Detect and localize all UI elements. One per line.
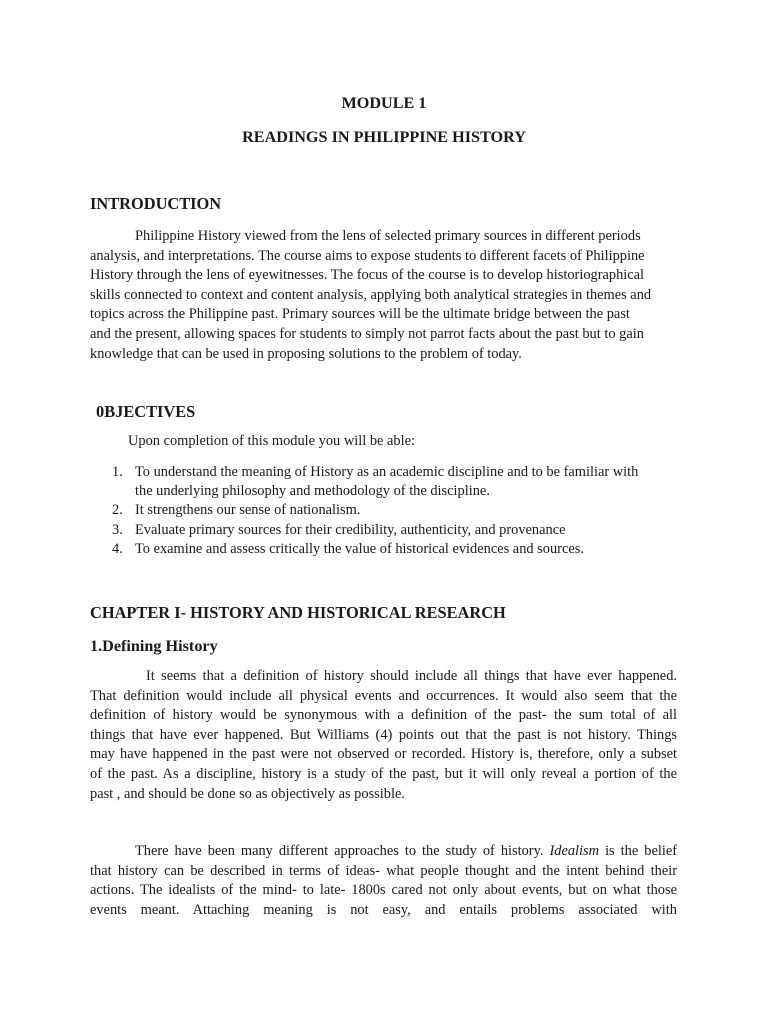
introduction-paragraph [90,227,677,364]
paragraph-line: actions. The idealists of the mind- to late- 1800s cared not only about events, but on what those [90,882,677,899]
paragraph-line: events meant. Attaching meaning is not easy, and entails problems associated with [90,901,677,918]
paragraph-line: definition of history would be synonymous with a definition of the past- the sum total of all [90,707,677,724]
paragraph-line: analysis, and interpretations. The course aims to expose students to different facets of Philippine [90,247,645,264]
introduction-heading: INTRODUCTION [90,194,222,213]
list-item-number: 3. [112,521,123,538]
module-title: READINGS IN PHILIPPINE HISTORY [242,128,526,146]
list-item [90,501,680,520]
list-item-number: 4. [112,540,123,557]
list-item-text: To understand the meaning of History as an academic discipline and to be familiar with [135,464,639,480]
paragraph-line: knowledge that can be used in proposing solutions to the problem of today. [90,345,522,362]
paragraph-text: There have been many different approaches to the study of history. [135,843,544,859]
objectives-intro: Upon completion of this module you will be able: [128,433,415,449]
paragraph-line [90,842,677,862]
paragraph-line: Philippine History viewed from the lens of selected primary sources in different periods [135,228,641,244]
list-item [90,521,680,540]
paragraph-line: That definition would include all physical events and occurrences. It would also seem that the [90,687,677,704]
paragraph-line: and the present, allowing spaces for students to simply not parrot facts about the past but to gain [90,325,644,342]
objectives-list [90,463,680,559]
list-item-number: 1. [112,464,123,480]
paragraph-line: of the past. As a discipline, history is a study of the past, but it will only reveal a portion of the [90,765,677,782]
list-item [90,463,680,501]
module-number: MODULE 1 [341,94,427,112]
paragraph-line: topics across the Philippine past. Primary sources will be the ultimate bridge between the past [90,306,630,323]
section-heading: 1.Defining History [90,637,218,655]
list-item-text: the underlying philosophy and methodology of the discipline. [135,483,490,500]
objectives-heading: 0BJECTIVES [96,402,196,421]
chapter-heading: CHAPTER I- HISTORY AND HISTORICAL RESEARCH [90,603,506,622]
paragraph-text: is the belief [605,843,678,859]
list-item-text: It strengthens our sense of nationalism. [135,502,361,519]
paragraph-line: things that have ever happened. But Williams (4) points out that the past is not history. Things [90,726,677,743]
idealism-term: Idealism [549,843,600,859]
defining-history-paragraph [90,667,677,804]
list-item-text: Evaluate primary sources for their credibility, authenticity, and provenance [135,521,566,538]
paragraph-line: past , and should be done so as objectively as possible. [90,785,405,802]
approaches-paragraph [90,842,677,920]
paragraph-line: may have happened in the past were not observed or recorded. History is, therefore, only a subset [90,746,677,763]
paragraph-line: It seems that a definition of history should include all things that have ever happened. [146,668,677,684]
list-item [90,540,680,559]
paragraph-line: skills connected to context and content analysis, applying both analytical strategies in themes and [90,286,652,303]
paragraph-line: that history can be described in terms of ideas- what people thought and the intent behind their [90,862,677,879]
list-item-number: 2. [112,502,123,519]
paragraph-line: History through the lens of eyewitnesses. The focus of the course is to develop historiographical [90,267,645,284]
list-item-text: To examine and assess critically the value of historical evidences and sources. [135,540,584,557]
